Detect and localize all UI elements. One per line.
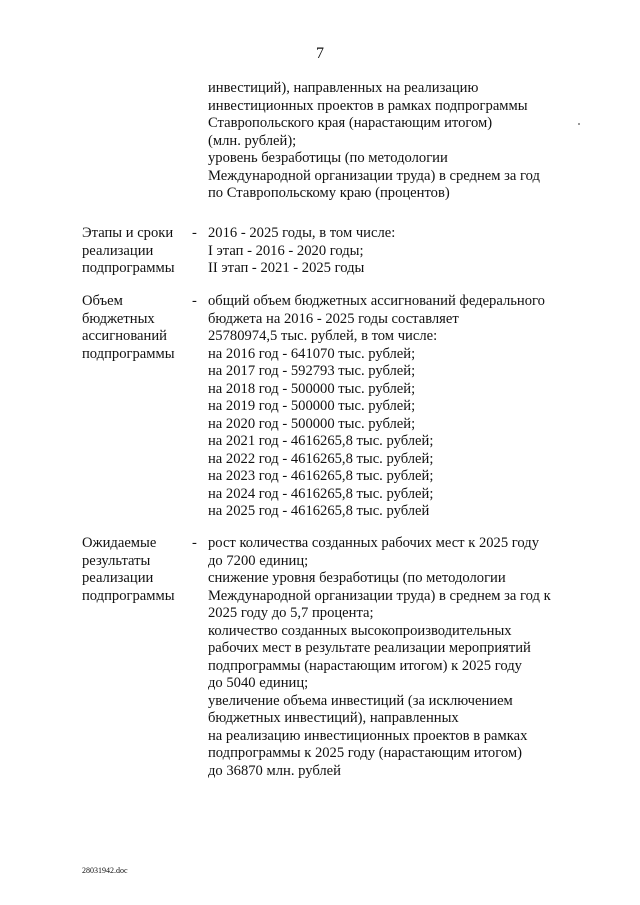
text-line: (млн. рублей);: [208, 132, 297, 149]
text-line: на 2019 год - 500000 тыс. рублей;: [208, 398, 416, 414]
text-line: Международной организации труда) в среднем за год: [208, 167, 540, 184]
text-line: 25780974,5 тыс. рублей, в том числе:: [208, 328, 438, 344]
section-content: [208, 225, 395, 278]
text-line: на 2024 год - 4616265,8 тыс. рублей;: [208, 485, 434, 502]
text-line: количество созданных высокопроизводительных: [208, 622, 512, 639]
text-line: до 7200 единиц;: [208, 552, 309, 569]
label-line: подпрограммы: [82, 345, 175, 362]
intro-continuation: [208, 80, 540, 203]
text-line: до 5040 единиц;: [208, 675, 309, 691]
section-label: [82, 225, 175, 278]
text-line: увеличение объема инвестиций (за исключением: [208, 692, 513, 709]
text-line: инвестиций), направленных на реализацию: [208, 80, 479, 96]
label-line: Объем: [82, 293, 123, 309]
text-line: на 2023 год - 4616265,8 тыс. рублей;: [208, 468, 434, 484]
text-line: на 2018 год - 500000 тыс. рублей;: [208, 380, 416, 397]
document-filename: 28031942.doc: [82, 866, 128, 875]
label-line: Ожидаемые: [82, 535, 157, 551]
text-line: II этап - 2021 - 2025 годы: [208, 260, 365, 276]
text-line: Ставропольского края (нарастающим итогом): [208, 115, 493, 131]
text-line: по Ставропольскому краю (процентов): [208, 185, 450, 201]
text-line: на 2021 год - 4616265,8 тыс. рублей;: [208, 433, 434, 449]
label-line: подпрограммы: [82, 260, 175, 276]
section-label: [82, 535, 175, 605]
text-line: общий объем бюджетных ассигнований федерального: [208, 293, 545, 309]
section-content: [208, 293, 545, 521]
text-line: на 2016 год - 641070 тыс. рублей;: [208, 345, 416, 362]
text-line: 2025 году до 5,7 процента;: [208, 605, 374, 621]
text-line: подпрограммы (нарастающим итогом) к 2025 году: [208, 657, 522, 674]
text-line: на 2020 год - 500000 тыс. рублей;: [208, 415, 416, 432]
text-line: рост количества созданных рабочих мест к 2025 году: [208, 535, 540, 551]
text-line: на 2017 год - 592793 тыс. рублей;: [208, 363, 416, 379]
section-dash: -: [192, 293, 197, 309]
text-line: подпрограммы к 2025 году (нарастающим итогом): [208, 745, 522, 761]
text-line: рабочих мест в результате реализации мероприятий: [208, 640, 531, 656]
label-line: результаты: [82, 552, 151, 569]
text-line: на реализацию инвестиционных проектов в рамках: [208, 727, 528, 744]
section-dash: -: [192, 225, 197, 241]
text-line: бюджетных инвестиций), направленных: [208, 710, 459, 726]
label-line: бюджетных: [82, 310, 155, 327]
text-line: инвестиционных проектов в рамках подпрограммы: [208, 97, 528, 114]
section-content: [208, 535, 551, 780]
text-line: I этап - 2016 - 2020 годы;: [208, 242, 364, 259]
section-dash: -: [192, 535, 197, 551]
scan-speck: [578, 123, 580, 125]
section-label: [82, 293, 175, 363]
text-line: 2016 - 2025 годы, в том числе:: [208, 225, 396, 241]
label-line: ассигнований: [82, 328, 167, 344]
label-line: реализации: [82, 242, 154, 259]
text-line: снижение уровня безработицы (по методологии: [208, 570, 506, 586]
label-line: реализации: [82, 570, 154, 586]
label-line: подпрограммы: [82, 587, 175, 604]
text-line: на 2025 год - 4616265,8 тыс. рублей: [208, 503, 430, 519]
text-line: Международной организации труда) в среднем за год к: [208, 587, 551, 604]
text-line: до 36870 млн. рублей: [208, 762, 341, 779]
page-number: 7: [316, 45, 324, 62]
text-line: на 2022 год - 4616265,8 тыс. рублей;: [208, 450, 434, 467]
text-line: бюджета на 2016 - 2025 годы составляет: [208, 310, 459, 327]
label-line: Этапы и сроки: [82, 225, 174, 241]
text-line: уровень безработицы (по методологии: [208, 150, 448, 166]
